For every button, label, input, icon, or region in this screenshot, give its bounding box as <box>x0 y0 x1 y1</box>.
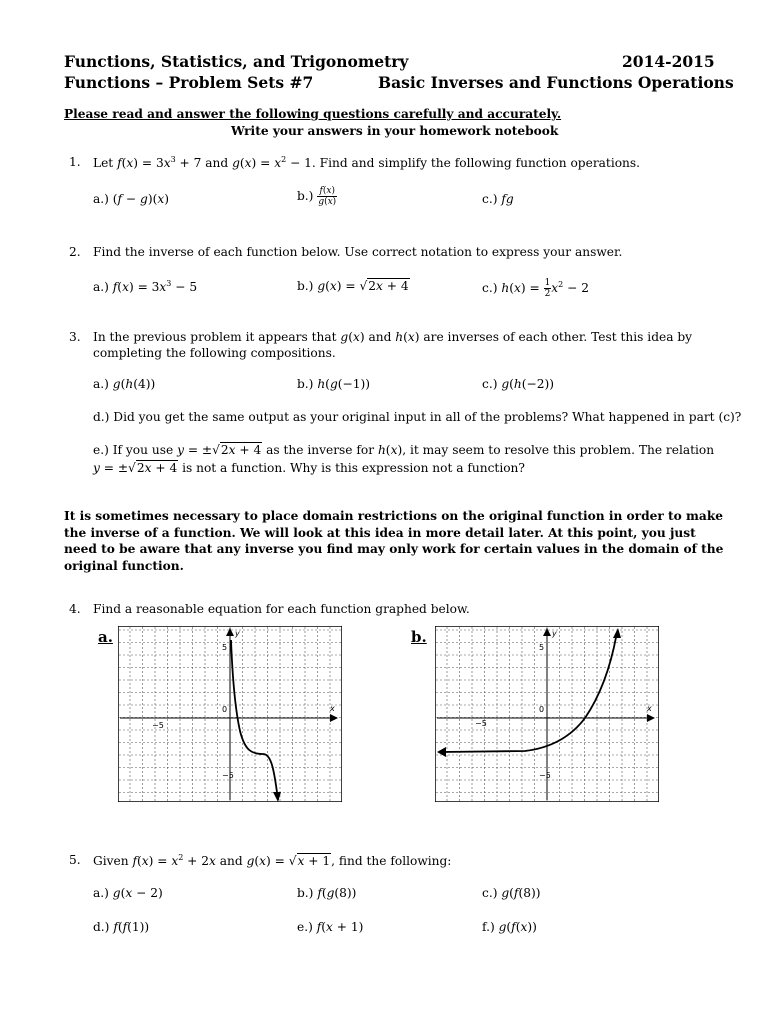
domain-restriction-note: It is sometimes necessary to place domain restrictions on the original function in order to make the inverse of a function. We will look at this idea in more detail later. At this point, you just need to be aware that any inverse you find may only work for certain values in the domain of the original function. <box>64 509 724 573</box>
instructions-line-2: Write your answers in your homework notebook <box>231 124 559 138</box>
school-year: 2014-2015 <box>622 52 715 71</box>
instructions-line-1: Please read and answer the following questions carefully and accurately. <box>64 107 562 121</box>
graph-a-tick-5: 5 <box>222 643 228 652</box>
graph-b-tick-neg5-y: −5 <box>539 771 551 780</box>
question-5b: b.) f(g(8)) <box>297 886 357 900</box>
question-1a: a.) (f − g)(x) <box>93 192 169 206</box>
question-2c: c.) h(x) = $\frac{1}{2}$ $x^2 - 2$ <box>482 278 589 299</box>
graph-b-tick-0: 0 <box>539 705 545 714</box>
question-2a: a.) $f(x) = 3x^3 - 5$ <box>93 279 198 295</box>
question-2b: b.) g(x) = √2x + 4 <box>297 279 409 293</box>
question-3-number: 3. <box>69 330 81 344</box>
graph-b <box>435 626 659 802</box>
graph-a-tick-neg5: −5 <box>152 721 164 730</box>
graph-a-x-label: x <box>330 704 335 713</box>
question-3a: a.) g(h(4)) <box>93 377 156 391</box>
question-1c: c.) fg <box>482 192 514 206</box>
question-4-number: 4. <box>69 602 81 616</box>
question-1-number: 1. <box>69 155 81 169</box>
question-3e-line-1: e.) If you use y = ±√2x + 4 as the inverse for h(x), it may seem to resolve this problem. The relation <box>93 443 715 457</box>
question-3d: d.) Did you get the same output as your original input in all of the problems? What happened in part (c)? <box>93 410 742 424</box>
problem-set-title: Functions – Problem Sets #7 <box>64 73 314 92</box>
question-5a: a.) g(x − 2) <box>93 886 163 900</box>
question-4-text: Find a reasonable equation for each function graphed below. <box>93 602 470 616</box>
graph-a-label: a. <box>98 628 113 646</box>
question-2-number: 2. <box>69 245 81 259</box>
graph-b-label: b. <box>411 628 427 646</box>
question-5-text: Given $f(x) = x^2 + 2x$ and g(x) = √x + 1, find the following: <box>93 853 452 869</box>
course-title: Functions, Statistics, and Trigonometry <box>64 52 409 71</box>
question-3-text-line-1: In the previous problem it appears that g(x) and h(x) are inverses of each other. Test this idea by <box>93 330 693 344</box>
question-5f: f.) g(f(x)) <box>482 920 537 934</box>
question-1b: b.) $\frac{f(x)}{g(x)}$ <box>297 186 337 207</box>
graph-a-tick-neg5-y: −5 <box>222 771 234 780</box>
question-3e-line-2: y = ±√2x + 4 is not a function. Why is this expression not a function? <box>93 461 525 475</box>
question-5-number: 5. <box>69 853 81 867</box>
graph-b-y-label: y <box>552 629 557 638</box>
question-5e: e.) f(x + 1) <box>297 920 364 934</box>
graph-a-y-label: y <box>235 629 240 638</box>
question-1-text: Let $f(x) = 3x^3 + 7$ and $g(x) = x^2 - 1$. Find and simplify the following function operations. <box>93 155 641 171</box>
question-3-text-line-2: completing the following compositions. <box>93 346 336 360</box>
question-3c: c.) g(h(−2)) <box>482 377 555 391</box>
graph-b-tick-5: 5 <box>539 643 545 652</box>
question-3b: b.) h(g(−1)) <box>297 377 370 391</box>
graph-a <box>118 626 342 802</box>
question-5c: c.) g(f(8)) <box>482 886 541 900</box>
question-5d: d.) f(f(1)) <box>93 920 150 934</box>
graph-b-x-label: x <box>647 704 652 713</box>
graph-b-tick-neg5: −5 <box>475 719 487 728</box>
topic-title: Basic Inverses and Functions Operations <box>378 73 734 92</box>
question-2-text: Find the inverse of each function below. Use correct notation to express your answer. <box>93 245 623 259</box>
graph-a-tick-0: 0 <box>222 705 228 714</box>
